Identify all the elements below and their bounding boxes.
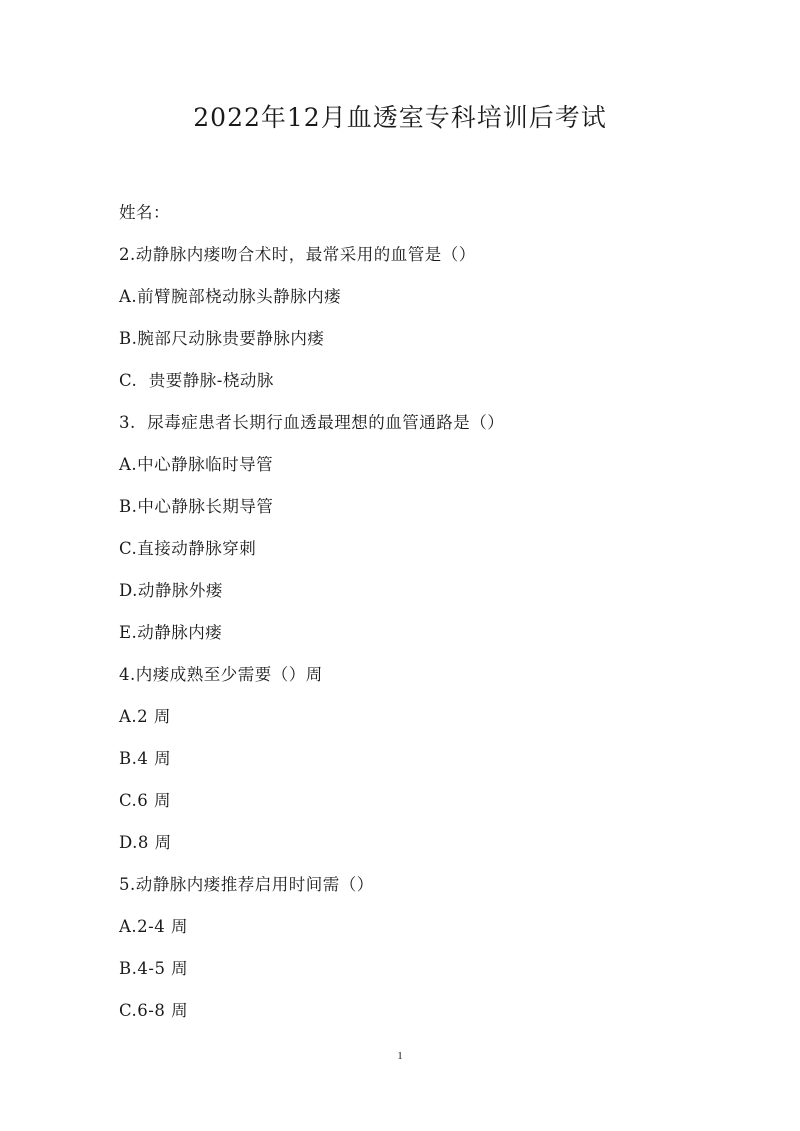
- question-4: 4.内瘘成熟至少需要（）周: [119, 665, 323, 684]
- question-2-option-c: C. 贵要静脉-桡动脉: [119, 371, 274, 390]
- question-5: 5.动静脉内瘘推荐启用时间需（）: [119, 875, 374, 894]
- question-2-option-a: A.前臂腕部桡动脉头静脉内瘘: [119, 287, 342, 306]
- question-3-option-a: A.中心静脉临时导管: [119, 455, 274, 474]
- document-body: [119, 200, 719, 1040]
- page-number: 1: [397, 1050, 403, 1062]
- question-5-option-a: A.2-4 周: [119, 917, 188, 936]
- question-5-option-b: B.4-5 周: [119, 959, 189, 978]
- question-3-option-d: D.动静脉外瘘: [119, 581, 223, 600]
- question-3-option-e: E.动静脉内瘘: [119, 623, 223, 642]
- name-field-label: 姓名：: [119, 203, 170, 222]
- question-3: 3. 尿毒症患者长期行血透最理想的血管通路是（）: [119, 413, 505, 432]
- question-2: 2.动静脉内瘘吻合术时，最常采用的血管是（）: [119, 245, 476, 264]
- question-2-option-b: B.腕部尺动脉贵要静脉内瘘: [119, 329, 325, 348]
- question-4-option-d: D.8 周: [119, 833, 172, 852]
- question-4-option-c: C.6 周: [119, 791, 172, 810]
- question-4-option-a: A.2 周: [119, 707, 171, 726]
- question-5-option-c: C.6-8 周: [119, 1001, 189, 1020]
- document-title: 2022年12月血透室专科培训后考试: [193, 103, 607, 132]
- question-3-option-c: C.直接动静脉穿刺: [119, 539, 257, 558]
- question-4-option-b: B.4 周: [119, 749, 172, 768]
- question-3-option-b: B.中心静脉长期导管: [119, 497, 274, 516]
